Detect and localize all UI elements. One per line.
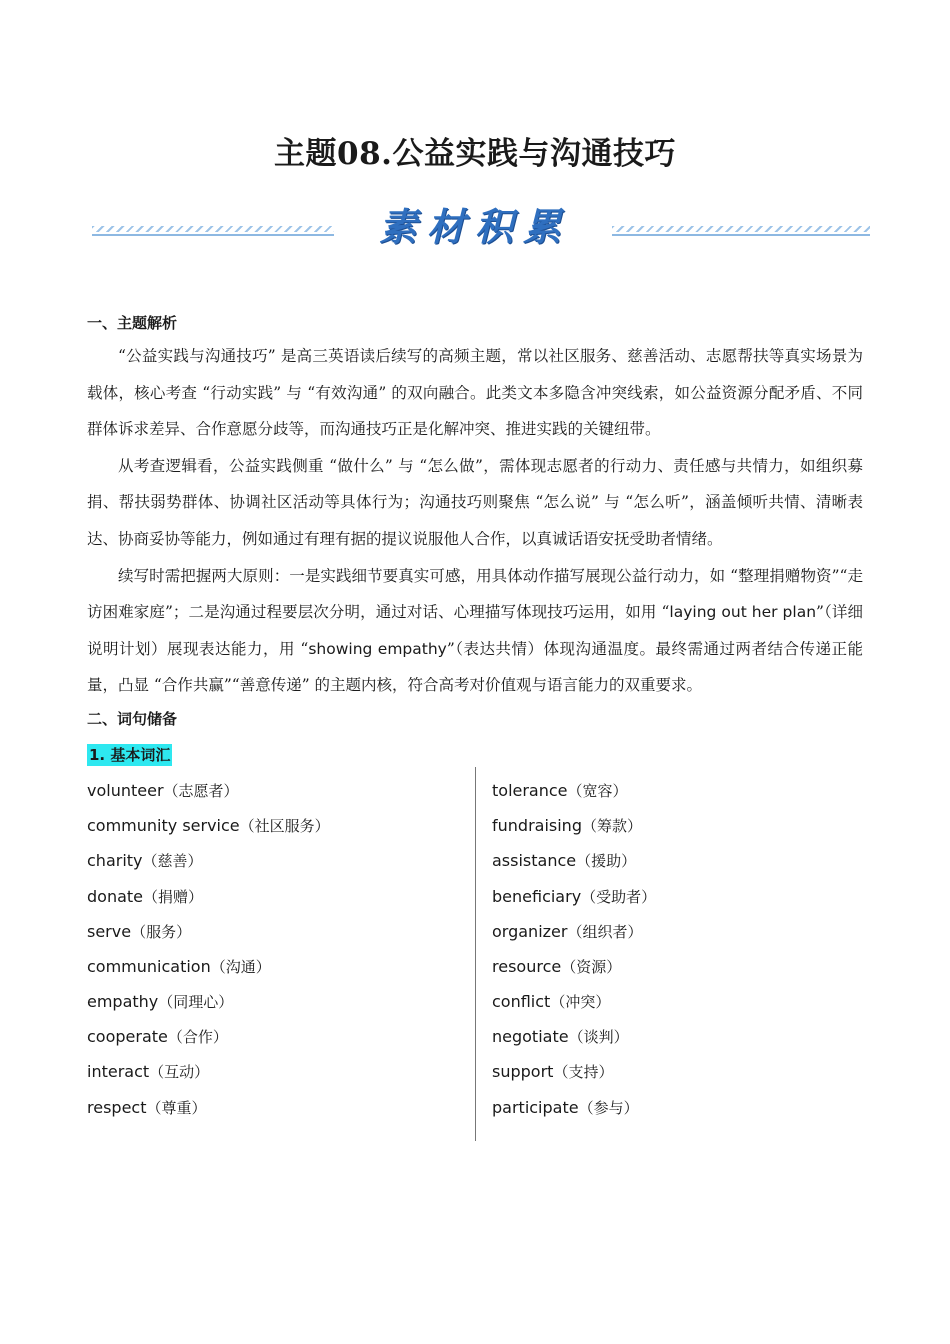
paragraph-1: “公益实践与沟通技巧” 是高三英语读后续写的高频主题，常以社区服务、慈善活动、志愿帮扶等真实场景为载体，核心考查 “行动实践” 与 “有效沟通” 的双向融合。此类文本多隐含冲突线索，如公益资源分配矛盾、不同群体诉求差异、合作意愿分歧等，而沟通技巧正是化解冲突、推进实践的关键纽带。 [87,347,863,439]
vocab-meaning: （慈善） [142,852,203,871]
vocab-item [492,1054,656,1089]
vocab-word: community service [87,816,240,836]
vocab-meaning: （尊重） [146,1098,207,1117]
vocab-meaning: （受助者） [581,887,657,906]
sub-heading-basic-vocabulary: 1. 基本词汇 [89,745,171,764]
vocab-word: beneficiary [492,886,582,906]
section-heading-theme-analysis: 一、主题解析 [87,314,178,332]
vocab-divider [475,767,476,1141]
vocab-item [87,1054,330,1089]
vocab-meaning: （筹款） [581,817,642,836]
vocab-word: interact [87,1062,150,1082]
paragraph-3-english-1: laying out her plan [669,603,817,622]
paragraph-3-part-a: 续写时需把握两大原则：一是实践细节要真实可感，用具体动作描写展现公益行动力，如 “整理捐赠物资”“走访困难家庭”；二是沟通过程要层次分明，通过对话、心理描写体现技巧运用，如用 “ [87,566,863,622]
paragraph-3-part-c: ”（表达共情）体现沟通温度。最终需通过两者结合传递正能量，凸显 “合作共赢”“善意传递” 的主题内核，符合高考对价值观与语言能力的双重要求。 [87,639,863,695]
vocab-item [492,773,656,808]
vocab-word: negotiate [492,1027,569,1047]
paragraph-3-english-2: showing empathy [308,639,447,658]
vocab-item [87,949,330,984]
vocab-word: charity [87,851,143,871]
vocab-meaning: （冲突） [550,993,611,1012]
vocab-word: tolerance [492,780,568,800]
main-content [87,308,863,1145]
vocab-item [492,914,656,949]
vocab-item [492,879,656,914]
section-heading-vocabulary: 二、词句储备 [87,709,178,728]
vocab-word: conflict [492,992,551,1012]
vocab-meaning: （沟通） [210,957,271,976]
vocab-item [492,1019,656,1054]
vocab-item [87,1019,330,1054]
vocab-meaning: （志愿者） [163,781,239,800]
vocab-meaning: （同理心） [158,993,234,1012]
vocab-word: volunteer [87,780,164,800]
vocab-meaning: （社区服务） [239,817,330,836]
vocab-meaning: （谈判） [568,1028,629,1047]
vocab-meaning: （宽容） [567,781,628,800]
vocab-item [87,843,330,878]
vocab-word: serve [87,921,132,941]
vocab-column-right [492,773,656,1125]
vocab-word: fundraising [492,816,582,836]
vocab-word: empathy [87,992,159,1012]
vocab-meaning: （参与） [578,1098,639,1117]
page-title: 主题08.公益实践与沟通技巧 [274,136,676,172]
vocabulary-table [87,773,863,1145]
vocab-item [492,808,656,843]
paragraph-3-part-b: ”（详细说明计划）展现表达能力，用 “ [87,603,864,658]
vocab-meaning: （组织者） [567,922,643,941]
vocab-item [492,949,656,984]
vocab-meaning: （服务） [131,922,192,941]
vocab-meaning: （援助） [576,852,637,871]
paragraph-2: 从考查逻辑看，公益实践侧重 “做什么” 与 “怎么做”，需体现志愿者的行动力、责任感与共情力，如组织募捐、帮扶弱势群体、协调社区活动等具体行为；沟通技巧则聚焦 “怎么说” 与 “怎么听”，涵盖倾听共情、清晰表达、协商妥协等能力，例如通过有理有据的提议说服他人合作，以真诚话语安抚受助者情绪。 [87,456,863,548]
vocab-column-left [87,773,330,1125]
vocab-item [492,984,656,1019]
vocab-meaning: （捐赠） [143,887,204,906]
vocab-meaning: （合作） [167,1028,228,1047]
vocab-item [87,914,330,949]
vocab-word: organizer [492,921,568,941]
vocab-item [87,879,330,914]
vocab-meaning: （支持） [553,1063,614,1082]
vocab-word: respect [87,1097,147,1117]
vocab-meaning: （互动） [149,1063,210,1082]
paragraph-3 [87,558,863,704]
vocab-word: cooperate [87,1027,168,1047]
vocab-item [87,773,330,808]
vocab-item [87,1090,330,1125]
vocab-item [492,843,656,878]
vocab-word: communication [87,956,211,976]
vocab-item [87,808,330,843]
vocab-word: donate [87,886,144,906]
banner-title: 素材积累 [378,204,571,249]
vocab-word: assistance [492,851,577,871]
vocab-meaning: （资源） [561,957,622,976]
section-banner [0,196,950,248]
vocab-word: support [492,1062,554,1082]
banner-decor-right [612,226,870,236]
vocab-word: participate [492,1097,579,1117]
vocab-item [87,984,330,1019]
vocab-item [492,1090,656,1125]
vocab-word: resource [492,956,562,976]
